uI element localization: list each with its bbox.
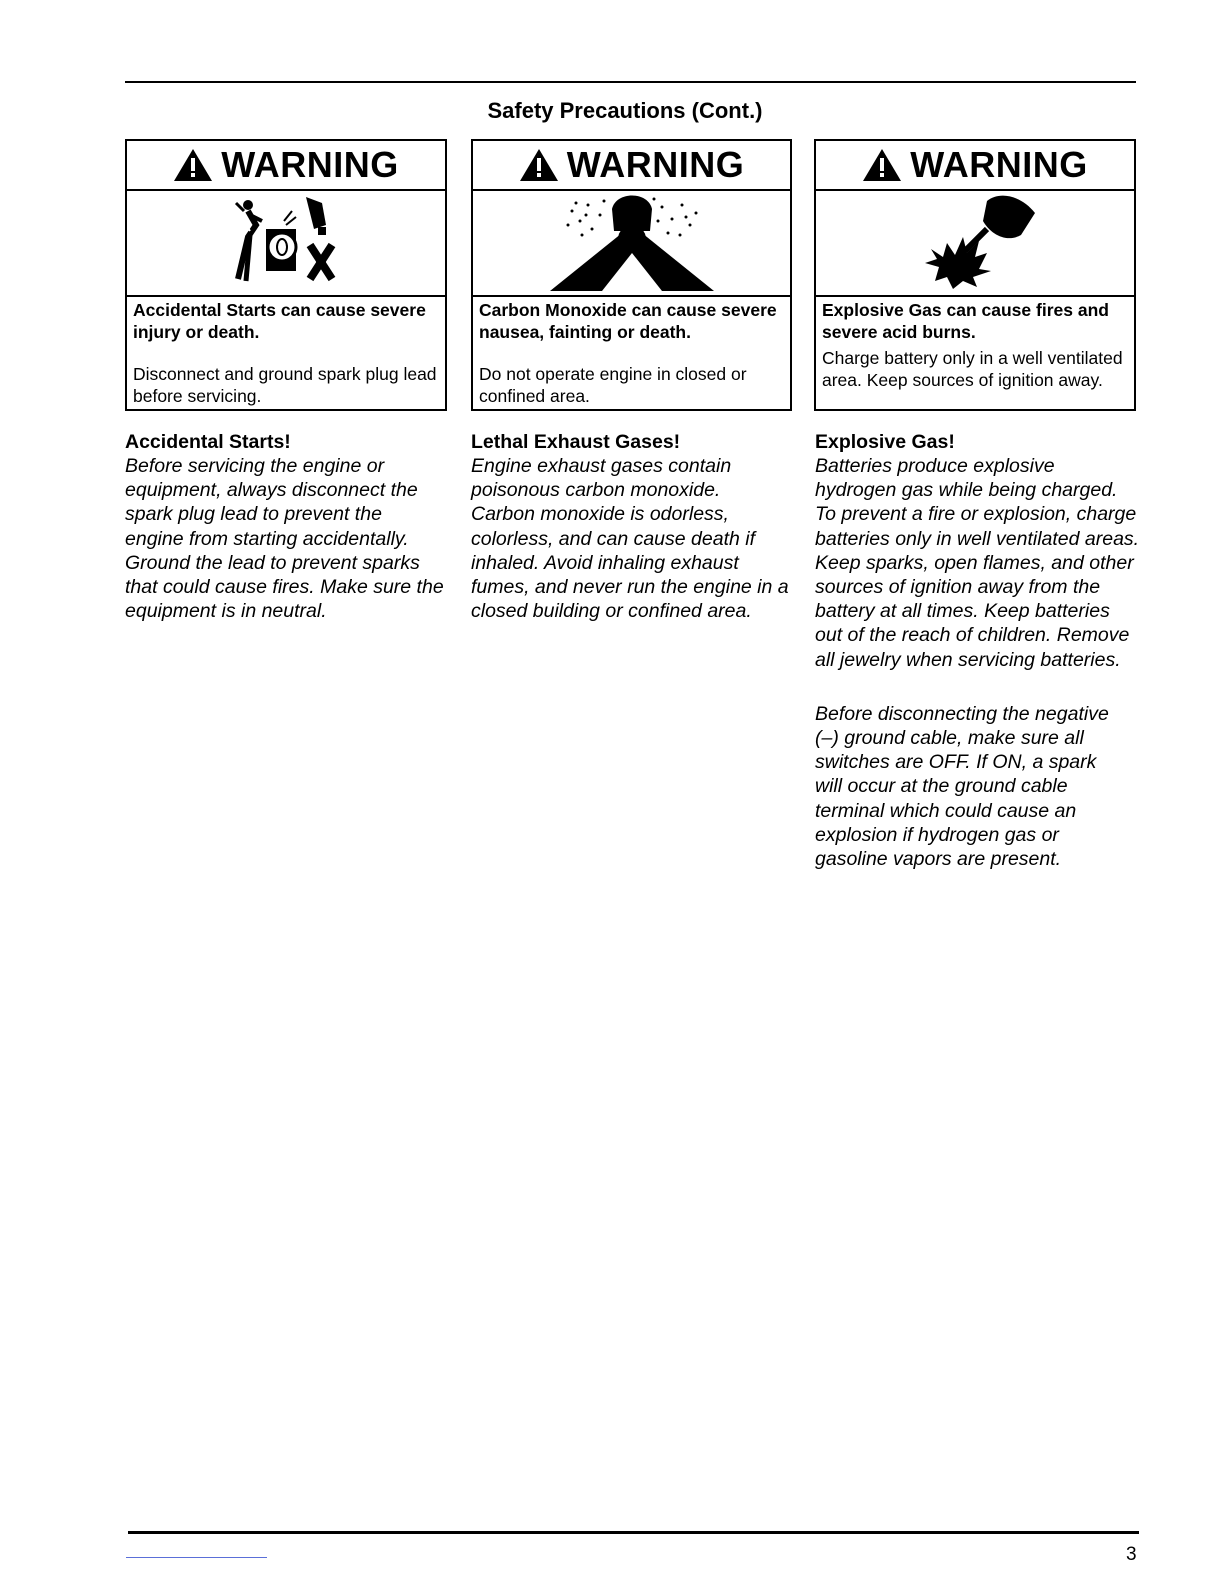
top-rule xyxy=(125,81,1136,83)
section-paragraph: Engine exhaust gases contain poisonous carbon monoxide. Carbon monoxide is odorless, colorless, and can cause death if inhaled. Avoid inhaling exhaust fumes, and never run the engine in a closed building or confined area. xyxy=(471,455,789,623)
explosion-icon xyxy=(895,191,1055,291)
page-number: 3 xyxy=(1126,1544,1137,1565)
pictogram-area xyxy=(816,191,1134,297)
warning-instruction-text: Charge battery only in a well ventilated area. Keep sources of ignition away. xyxy=(822,348,1123,390)
warning-text xyxy=(127,299,445,407)
warning-label: WARNING xyxy=(910,144,1088,185)
warning-instruction-text: Do not operate engine in closed or confined area. xyxy=(479,364,747,406)
warning-hazard-text: Carbon Monoxide can cause severe nausea, fainting or death. xyxy=(479,300,777,342)
section-accidental-starts xyxy=(125,430,445,623)
pictogram-area xyxy=(127,191,445,297)
section-paragraph: Batteries produce explosive hydrogen gas while being charged. To prevent a fire or explosion, charge batteries only in well ventilated areas. Keep sparks, open flames, and other sources of ignition away from the battery at all times. Keep batteries out of the reach of children. Remove all jewelry when servicing batteries. xyxy=(815,455,1140,671)
section-heading: Accidental Starts! xyxy=(125,431,291,453)
alert-triangle-icon xyxy=(519,148,559,182)
warning-box-explosive-gas xyxy=(814,139,1136,411)
warning-text xyxy=(816,299,1134,391)
section-paragraph: Before disconnecting the negative (–) ground cable, make sure all switches are OFF. If ON, a spark will occur at the ground cable terminal which could cause an explosion if hydrogen gas or gasoline vapors are present. xyxy=(815,702,1109,871)
exhaust-gas-icon xyxy=(542,191,722,291)
pictogram-area xyxy=(473,191,790,297)
warning-hazard-text: Accidental Starts can cause severe injury or death. xyxy=(133,300,426,342)
alert-triangle-icon xyxy=(862,148,902,182)
section-heading: Lethal Exhaust Gases! xyxy=(471,431,681,453)
section-paragraph: Before servicing the engine or equipment, always disconnect the spark plug lead to prevent the engine from starting accidentally. Ground the lead to prevent sparks that could cause fires. Make sure the equipment is in neutral. xyxy=(125,455,444,623)
warning-hazard-text: Explosive Gas can cause fires and severe acid burns. xyxy=(822,300,1109,342)
warning-header xyxy=(473,141,790,191)
alert-triangle-icon xyxy=(173,148,213,182)
warning-header xyxy=(816,141,1134,191)
warning-label: WARNING xyxy=(221,144,399,185)
warning-box-carbon-monoxide xyxy=(471,139,792,411)
section-explosive-gas xyxy=(815,430,1140,871)
bottom-rule xyxy=(128,1531,1139,1534)
footer-link-rule xyxy=(126,1557,267,1558)
warning-text xyxy=(473,299,790,407)
accidental-start-icon xyxy=(206,191,366,291)
section-heading: Explosive Gas! xyxy=(815,431,955,453)
section-lethal-exhaust-gases xyxy=(471,430,789,623)
warning-instruction-text: Disconnect and ground spark plug lead before servicing. xyxy=(133,364,437,406)
page-title: Safety Precautions (Cont.) xyxy=(487,98,763,123)
warning-header xyxy=(127,141,445,191)
warning-box-accidental-starts xyxy=(125,139,447,411)
warning-label: WARNING xyxy=(566,144,745,185)
